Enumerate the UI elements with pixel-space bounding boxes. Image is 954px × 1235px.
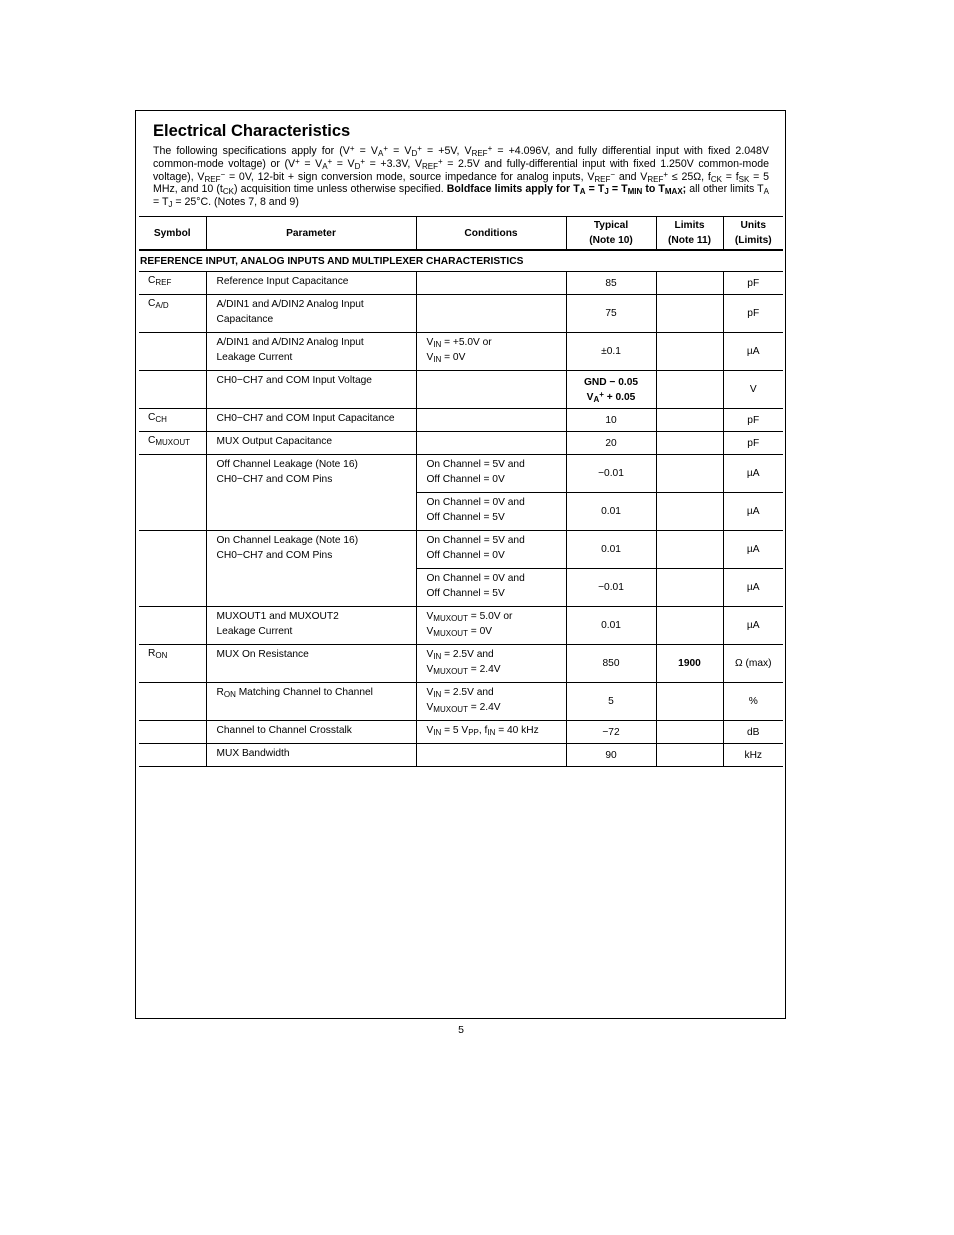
units-cell: dB — [723, 721, 783, 744]
electrical-characteristics-table — [139, 216, 783, 767]
section-heading: REFERENCE INPUT, ANALOG INPUTS AND MULTIPLEXER CHARACTERISTICS — [139, 250, 783, 272]
header-units: Units (Limits) — [723, 217, 783, 251]
intro-paragraph: The following specifications apply for ($V^+ = V_A^+ = V_D^+ = +5V$, $V_{REF}^+ = +4.096V$, and fully differential input with fixed 2.048V common-mode voltage) or ($V^+ = V_A^+ = V_D^+ = +3.3V$, $V_{REF}^+ = 2.5V$ and fully-differential input with fixed 1.250V common-mode voltage), $V_{REF}^- = 0V$, 12-bit + sign conversion mode, source impedance for analog inputs, $V_{REF}^-$ and $V_{REF}^+ \le 25\Omega$, $f_{CK} = f_{SK} = 5$ MHz, and 10 $(t_{CK})$ acquisition time unless otherwise specified. Boldface limits apply for $T_A = T_J = T_{MIN}$ to $T_{MAX}$; all other limits $T_A = T_J = 25^\circ C$. (Notes 7, 8 and 9) — [153, 144, 770, 210]
symbol-cell: $C_{REF}$ — [139, 272, 206, 295]
parameter-cell: MUXOUT1 and MUXOUT2 Leakage Current — [206, 607, 416, 645]
section-row — [139, 250, 783, 272]
symbol-cell — [139, 683, 206, 721]
units-cell: pF — [723, 409, 783, 432]
units-cell: µA — [723, 455, 783, 493]
parameter-cell: MUX On Resistance — [206, 645, 416, 683]
parameter-cell: CH0−CH7 and COM Input Voltage — [206, 371, 416, 409]
limits-cell — [656, 409, 723, 432]
typical-cell: 5 — [566, 683, 656, 721]
typical-cell: 20 — [566, 432, 656, 455]
table-row — [139, 432, 783, 455]
parameter-cell: MUX Output Capacitance — [206, 432, 416, 455]
units-cell: Ω (max) — [723, 645, 783, 683]
typical-cell: 0.01 — [566, 607, 656, 645]
conditions-cell — [416, 295, 566, 333]
symbol-cell — [139, 455, 206, 531]
symbol-cell: $R_{ON}$ — [139, 645, 206, 683]
limits-cell — [656, 744, 723, 767]
table-row — [139, 272, 783, 295]
symbol-cell — [139, 531, 206, 607]
units-cell: V — [723, 371, 783, 409]
conditions-cell: $V_{IN} = +5.0V$ or $V_{IN} = 0V$ — [416, 333, 566, 371]
conditions-cell: On Channel = 0V and Off Channel = 5V — [416, 569, 566, 607]
symbol-cell: $C_{MUXOUT}$ — [139, 432, 206, 455]
conditions-cell — [416, 744, 566, 767]
units-cell: pF — [723, 432, 783, 455]
limits-cell — [656, 432, 723, 455]
symbol-cell: $C_{CH}$ — [139, 409, 206, 432]
units-cell: µA — [723, 607, 783, 645]
typical-cell: 850 — [566, 645, 656, 683]
parameter-cell: Channel to Channel Crosstalk — [206, 721, 416, 744]
limits-cell — [656, 683, 723, 721]
conditions-cell: $V_{IN} = 2.5V$ and $V_{MUXOUT} = 2.4V$ — [416, 683, 566, 721]
symbol-cell: $C_{A/D}$ — [139, 295, 206, 333]
table-row — [139, 455, 783, 493]
parameter-cell: Reference Input Capacitance — [206, 272, 416, 295]
units-cell: µA — [723, 531, 783, 569]
table-row — [139, 683, 783, 721]
conditions-cell: $V_{IN} = 2.5V$ and $V_{MUXOUT} = 2.4V$ — [416, 645, 566, 683]
table-row — [139, 409, 783, 432]
conditions-cell — [416, 409, 566, 432]
typical-cell: −0.01 — [566, 569, 656, 607]
symbol-cell — [139, 333, 206, 371]
parameter-cell: A/DIN1 and A/DIN2 Analog Input Leakage Current — [206, 333, 416, 371]
limits-cell — [656, 721, 723, 744]
typical-cell: GND − 0.05 $V_A^+ + 0.05$ — [566, 371, 656, 409]
table-row — [139, 531, 783, 569]
symbol-cell — [139, 744, 206, 767]
limits-cell — [656, 272, 723, 295]
table-row — [139, 333, 783, 371]
limits-cell: 1900 — [656, 645, 723, 683]
conditions-cell — [416, 272, 566, 295]
table-row — [139, 607, 783, 645]
symbol-cell — [139, 721, 206, 744]
conditions-cell — [416, 371, 566, 409]
limits-cell — [656, 607, 723, 645]
header-typical: Typical (Note 10) — [566, 217, 656, 251]
table-header-row — [139, 217, 783, 251]
table-row — [139, 744, 783, 767]
symbol-cell — [139, 371, 206, 409]
limits-cell — [656, 371, 723, 409]
limits-cell — [656, 295, 723, 333]
conditions-cell: On Channel = 5V and Off Channel = 0V — [416, 531, 566, 569]
typical-cell: 85 — [566, 272, 656, 295]
units-cell: µA — [723, 569, 783, 607]
typical-cell: 0.01 — [566, 493, 656, 531]
parameter-cell: On Channel Leakage (Note 16) CH0−CH7 and COM Pins — [206, 531, 416, 607]
header-conditions: Conditions — [416, 217, 566, 251]
conditions-cell: On Channel = 0V and Off Channel = 5V — [416, 493, 566, 531]
parameter-cell: A/DIN1 and A/DIN2 Analog Input Capacitance — [206, 295, 416, 333]
typical-cell: 75 — [566, 295, 656, 333]
symbol-cell — [139, 607, 206, 645]
typical-cell: 0.01 — [566, 531, 656, 569]
header-limits: Limits (Note 11) — [656, 217, 723, 251]
typical-cell: 10 — [566, 409, 656, 432]
parameter-cell: Off Channel Leakage (Note 16) CH0−CH7 and COM Pins — [206, 455, 416, 531]
conditions-cell: $V_{MUXOUT} = 5.0V$ or $V_{MUXOUT} = 0V$ — [416, 607, 566, 645]
table-row — [139, 295, 783, 333]
limits-cell — [656, 569, 723, 607]
units-cell: kHz — [723, 744, 783, 767]
conditions-cell: $V_{IN} = 5$ $V_{PP}$, $f_{IN} = 40$ kHz — [416, 721, 566, 744]
parameter-cell: $R_{ON}$ Matching Channel to Channel — [206, 683, 416, 721]
units-cell: µA — [723, 493, 783, 531]
table-row — [139, 721, 783, 744]
limits-cell — [656, 333, 723, 371]
units-cell: pF — [723, 272, 783, 295]
typical-cell: −0.01 — [566, 455, 656, 493]
units-cell: pF — [723, 295, 783, 333]
parameter-cell: MUX Bandwidth — [206, 744, 416, 767]
typical-cell: ±0.1 — [566, 333, 656, 371]
table-row — [139, 645, 783, 683]
conditions-cell: On Channel = 5V and Off Channel = 0V — [416, 455, 566, 493]
units-cell: % — [723, 683, 783, 721]
units-cell: µA — [723, 333, 783, 371]
conditions-cell — [416, 432, 566, 455]
typical-cell: 90 — [566, 744, 656, 767]
parameter-cell: CH0−CH7 and COM Input Capacitance — [206, 409, 416, 432]
limits-cell — [656, 493, 723, 531]
limits-cell — [656, 531, 723, 569]
header-parameter: Parameter — [206, 217, 416, 251]
table-row — [139, 371, 783, 409]
page-number: 5 — [458, 1024, 464, 1036]
typical-cell: −72 — [566, 721, 656, 744]
header-symbol: Symbol — [139, 217, 206, 251]
section-title: Electrical Characteristics — [153, 122, 351, 140]
limits-cell — [656, 455, 723, 493]
